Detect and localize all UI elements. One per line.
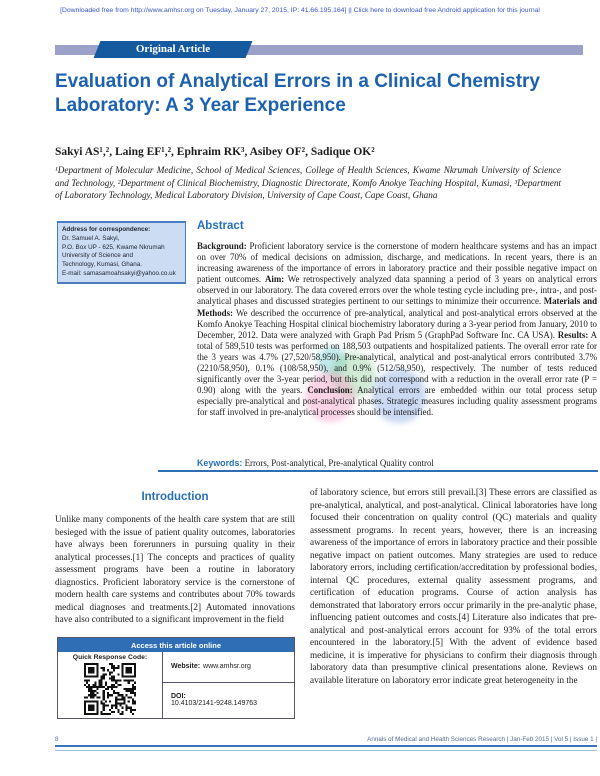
intro-column-right: of laboratory science, but errors still prevail.[3] These errors are classified as pre-analytical, analytical, and post-analytical. Clinical laboratories have long focused their concentration on quality control (QC) materials and quality assessment programs. In recent years, however, there is an increasing awareness of the importance of errors in laboratory practice and their possible negative impact on patient outcomes. Many strategies are used to reduce laboratory errors, including certification/accreditation by professional bodies, internal QC procedures, external quality assessment programs, and certification of education programs. Course of action analysis has demonstrated that laboratory errors occur primarily in the pre-analytic phase, influencing patient outcomes and costs.[4] Literature also indicates that pre-analytical and post-analytical errors account for 93% of the total errors encountered in the laboratory.[5] With the advent of evidence based medicine, it is imperative for physicians to confirm their diagnosis through laboratory data than presumptive clinical presentations alone. Reviews on available literature on laboratory error indicate great heterogeneity in the xyxy=(310,487,597,685)
website-link[interactable]: www.amhsr.org xyxy=(203,663,251,671)
download-notice-text: [Downloaded free from http://www.amhsr.org on Tuesday, January 27, 2015, IP: 41.66.195.164] || xyxy=(60,7,354,14)
article-type-ribbon xyxy=(94,41,253,58)
abstract-divider-rule xyxy=(158,470,598,472)
qr-label: Quick Response Code: xyxy=(72,654,148,661)
abstract-section-label: Background: xyxy=(197,241,247,251)
abstract-section-text: A total of 589,510 tests was performed on 188,503 outpatients and hospitalized patients. The overall error rate for the 3 years was 4.7% (27,520/58,950). Pre-analytical, analytical and post-analytical errors contributed 3.7% (2210/58,950), 0.1% (108/58,950), and 0.9% (512/58,950), respectively. The number of tests reduced significantly over the 3-year period, but this did not correspond with a reduction in the overall error rate (P = 0.90) along with the years. xyxy=(197,329,597,396)
authors-line: Sakyi AS¹,², Laing EF¹,², Ephraim RK³, Asibey OF², Sadique OK² xyxy=(55,146,375,158)
keywords-line xyxy=(197,458,597,468)
abstract-section-text: Analytical errors are embedded within our total process setup especially pre-analytical and post-analytical phases. Strategic measures including quality assessment programs for staff involved in pre-analytical processes should be intensified. xyxy=(197,385,597,418)
doi-row xyxy=(163,683,294,718)
affiliations: ¹Department of Molecular Medicine, School of Medical Sciences, College of Health Sciences, Kwame Nkrumah University of Science and Technology, ²Department of Clinical Biochemistry, Diagnostic Directorate, Komfo Anokye Teaching Hospital, Kumasi, ³Department of Laboratory Technology, Medical Laboratory Division, University of Cape Coast, Cape Coast, Ghana xyxy=(55,165,561,201)
access-article-box xyxy=(57,637,295,719)
page-number: 8 xyxy=(55,736,59,743)
abstract-section-text: We retrospectively analyzed data spanning a period of 3 years on analytical errors observed in our laboratory. The data covered errors over the whole testing cycle including pre-, intra-, and post-analytical phases and discussed strategies pertinent to our settings to minimize their occurrence. xyxy=(197,274,597,307)
article-title: Evaluation of Analytical Errors in a Clinical Chemistry Laboratory: A 3 Year Experience xyxy=(55,71,540,116)
page-footer xyxy=(55,736,597,743)
download-notice xyxy=(0,7,600,14)
access-box-header: Access this article online xyxy=(58,638,294,652)
abstract-section-text: We described the occurrence of pre-analytical, analytical and post-analytical errors observed at the Komfo Anokye Teaching Hospital clinical biochemistry laboratory during a 3-year period from January, 2010 to December, 2012. Data were analyzed with Graph Pad Prism 5 (GraphPad Software Inc. CA USA). xyxy=(197,307,597,340)
abstract-section-label: Materials and Methods: xyxy=(197,296,598,318)
abstract-heading: Abstract xyxy=(197,220,244,232)
abstract-section-label: Conclusion: xyxy=(307,385,353,396)
android-app-link[interactable]: Click here to download free Android application for this journal xyxy=(353,7,540,14)
doi-value: 10.4103/2141-9248.149763 xyxy=(171,700,258,708)
correspondence-email[interactable]: E-mail: samasamoahsakyi@yahoo.co.uk xyxy=(62,269,176,277)
keywords-label: Keywords: xyxy=(197,458,243,468)
qr-code xyxy=(84,663,136,715)
introduction-heading: Introduction xyxy=(141,491,209,503)
correspondence-line: P.O. Box UP - 625, Kwame Nkrumah xyxy=(62,243,165,251)
journal-citation-line: Annals of Medical and Health Sciences Research | Jan-Feb 2015 | Vol 5 | Issue 1 | xyxy=(367,736,597,743)
article-type-label: Original Article xyxy=(135,43,211,55)
footer-rule xyxy=(55,745,597,751)
abstract-section-text: Proficient laboratory service is the cornerstone of modern healthcare systems and has an impact on over 70% of medical decisions on admission, discharge, and medications. In recent years, there is an increasing awareness of the importance of errors in laboratory practice and their possible negative impact on patient outcomes. xyxy=(197,241,597,285)
intro-column-left: Unlike many components of the health care system that are still besieged with the issue of patient quality outcomes, laboratories have always been forerunners in pursuing quality in their analytical processes.[1] The concepts and practices of quality assessment programs have been a routine in laboratory diagnostics. Proficient laboratory service is the cornerstone of modern health care systems and contributes about 70% towards medical diagnoses and treatments.[2] Automated innovations have also contributed to a significant improvement in the field xyxy=(55,514,295,624)
correspondence-line: Technology, Kumasi, Ghana. xyxy=(62,261,143,269)
correspondence-title: Address for correspondence: xyxy=(62,226,151,233)
keywords-text: Errors, Post-analytical, Pre-analytical Quality control xyxy=(242,458,434,468)
website-label: Website: xyxy=(171,663,201,671)
correspondence-box xyxy=(57,221,186,284)
correspondence-line: University of Science and xyxy=(62,252,134,260)
abstract-text xyxy=(197,241,597,419)
access-right-cells xyxy=(163,652,294,718)
doi-label: DOI: xyxy=(171,693,186,701)
qr-cell xyxy=(58,652,163,718)
correspondence-line: Dr. Samuel A. Sakyi, xyxy=(62,234,120,242)
website-row xyxy=(163,652,294,683)
abstract-section-label: Results: xyxy=(557,329,589,340)
access-box-body xyxy=(58,652,294,718)
abstract-section-label: Aim: xyxy=(264,274,285,285)
